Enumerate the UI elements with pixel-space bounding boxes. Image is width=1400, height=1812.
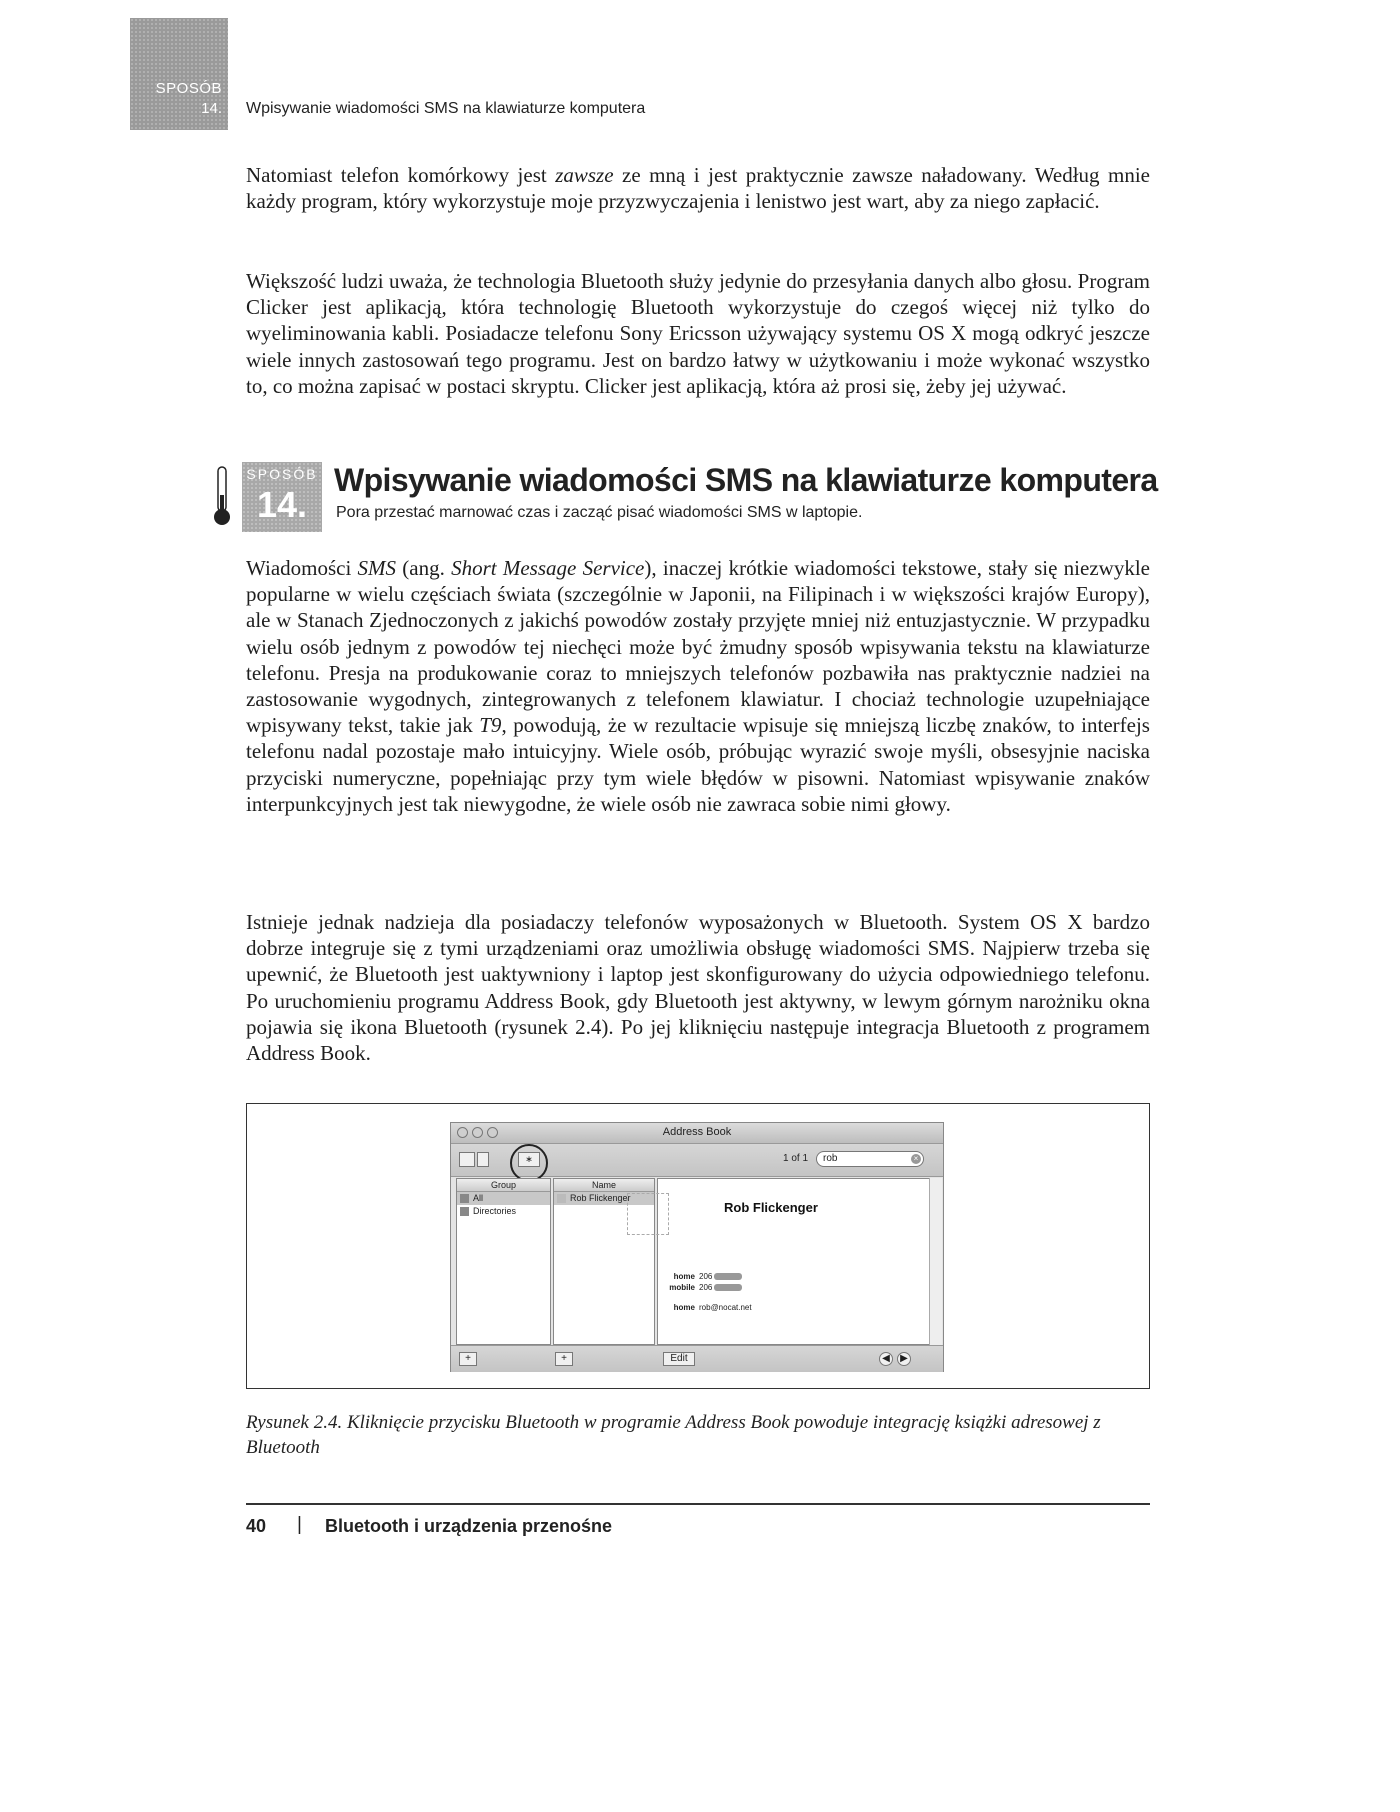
paragraph-4: Istnieje jednak nadzieja dla posiadaczy telefonów wyposażonych w Bluetooth. System OS X bardzo dobrze integruje się z tymi urządzeniami oraz umożliwia obsługę wiadomości SMS. Najpierw trzeba się upewnić, że Bluetooth jest uaktywniony i laptop jest skonfigurowany do użycia odpowiedniego telefonu. Po uruchomieniu programu Address Book, gdy Bluetooth jest aktywny, w lewym górnym narożniku okna pojawia się ikona Bluetooth (rysunek 2.4). Po jej kliknięciu następuje integracja Bluetooth z programem Address Book.	[246, 910, 1150, 1066]
home-phone-number: 206	[699, 1272, 713, 1281]
p1-text-a: Natomiast telefon komórkowy jest	[246, 163, 556, 187]
p3-text-d: , powodują, że w rezultacie wpisuje się mniejszą liczbę znaków, to interfejs telefonu nadal pozostaje mało intuicyjny. Wiele osób, próbując wyrazić swoje myśli, obsesyjnie naciska przyciski numeryczne, popełniając przy tym wiele błędów w pisowni. Natomiast wpisywanie znaków interpunkcyjnych jest tak niewygodne, że wiele osób nie zawraca sobie nimi głowy.	[246, 713, 1150, 816]
hack-badge-number: 14.	[256, 484, 308, 525]
card-scrollbar[interactable]	[929, 1178, 942, 1345]
directory-icon	[460, 1207, 469, 1216]
name-label: Rob Flickenger	[570, 1193, 631, 1203]
person-icon	[557, 1194, 566, 1203]
redacted-mark	[714, 1273, 742, 1280]
hack-number-badge	[242, 462, 322, 532]
group-label: All	[473, 1193, 484, 1203]
edit-button[interactable]: Edit	[663, 1352, 695, 1366]
p1-emphasis: zawsze	[555, 163, 614, 187]
search-input-value: rob	[823, 1153, 838, 1164]
bluetooth-icon[interactable]: ∗	[518, 1152, 540, 1167]
view-columns-icon[interactable]	[459, 1152, 475, 1167]
group-column-header[interactable]: Group	[457, 1179, 550, 1192]
email-value: rob@nocat.net	[699, 1303, 752, 1312]
paragraph-2: Większość ludzi uważa, że technologia Bluetooth służy jedynie do przesyłania danych albo głosu. Program Clicker jest aplikacją, która technologię Bluetooth wykorzystuje do czegoś więcej niż tylko do wyeliminowania kabli. Posiadacze telefonu Sony Ericsson używający systemu OS X mogą odkryć jeszcze wiele innych zastosowań tego programu. Jest on bardzo łatwy w użytkowaniu i może wykonać wszystko to, co można zapisać w postaci skryptu. Clicker jest aplikacją, która aż prosi się, żeby jej używać.	[246, 269, 1150, 398]
p3-emphasis-sms-expansion: Short Message Service	[451, 556, 645, 580]
email-label: home	[673, 1303, 695, 1312]
header-tab-number: 14.	[201, 100, 222, 117]
view-card-icon[interactable]	[477, 1152, 489, 1167]
paragraph-1	[246, 162, 1150, 214]
footer-rule	[246, 1503, 1150, 1505]
previous-card-icon[interactable]: ◀	[879, 1352, 893, 1366]
next-card-icon[interactable]: ▶	[897, 1352, 911, 1366]
mobile-phone-number: 206	[699, 1283, 713, 1292]
paragraph-3	[246, 555, 1150, 817]
p3-emphasis-t9: T9	[479, 713, 502, 738]
group-column	[456, 1178, 551, 1345]
add-group-button[interactable]: +	[459, 1352, 477, 1366]
list-item[interactable]	[457, 1205, 550, 1218]
bluetooth-highlight-circle	[510, 1144, 548, 1182]
group-label: Directories	[473, 1206, 517, 1216]
mobile-phone-value	[699, 1283, 742, 1292]
window-titlebar	[451, 1123, 943, 1144]
clear-search-icon[interactable]: ×	[911, 1154, 921, 1164]
add-person-button[interactable]: +	[555, 1352, 573, 1366]
mobile-phone-label: mobile	[669, 1283, 695, 1292]
header-tab-word: SPOSÓB	[155, 80, 222, 97]
p1-text-b: ze mną i jest praktycznie zawsze naładowany. Według mnie każdy program, który wykorzystuje moje przyzwyczajenia i lenistwo jest wart, aby za niego zapłacić.	[246, 163, 1150, 214]
footer-chapter-title: Bluetooth i urządzenia przenośne	[325, 1516, 613, 1536]
header-section-tab	[130, 18, 228, 130]
p3-text-b: (ang.	[396, 556, 452, 580]
home-phone-value	[699, 1272, 742, 1281]
thermometer-icon	[212, 465, 232, 527]
page-number: 40	[246, 1516, 267, 1536]
figure-caption: Rysunek 2.4. Kliknięcie przycisku Bluetooth w programie Address Book powoduje integrację książki adresowej z Bluetooth	[246, 1412, 1101, 1458]
running-header-title: Wpisywanie wiadomości SMS na klawiaturze komputera	[246, 100, 646, 117]
name-column-header[interactable]: Name	[554, 1179, 654, 1192]
list-item[interactable]	[457, 1192, 550, 1205]
redacted-mark	[714, 1284, 742, 1291]
window-title: Address Book	[662, 1126, 732, 1138]
search-input[interactable]	[816, 1151, 924, 1167]
hack-badge-word: SPOSÓB	[246, 466, 318, 482]
p3-text-c: ), inaczej krótkie wiadomości tekstowe, stały się niezwykle popularne w wielu częściach świata (szczególnie w Japonii, na Filipinach i w większości krajów Europy), ale w Stanach Zjednoczonych z jakichś powodów zostały przyjęte mniej niż entuzjastycznie. W przypadku wielu osób jednym z powodów tej niechęci może być żmudny sposób wpisywania tekstu na klawiaturze telefonu. Presja na produkowanie coraz to mniejszych telefonów pozbawiła nas praktycznie nadziei na zastosowanie wygodnych, zintegrowanych z telefonem klawiatur. I chociaż technologie uzupełniające wpisywany tekst, takie jak	[246, 556, 1150, 738]
p3-emphasis-sms: SMS	[357, 556, 397, 580]
hack-title: Wpisywanie wiadomości SMS na klawiaturze komputera	[334, 462, 1158, 498]
hack-subtitle: Pora przestać marnować czas i zacząć pisać wiadomości SMS w laptopie.	[336, 504, 863, 521]
home-phone-label: home	[673, 1272, 695, 1281]
footer-separator: |	[297, 1514, 302, 1535]
window-bottom-bar	[451, 1345, 943, 1372]
search-result-count: 1 of 1	[783, 1153, 809, 1164]
contact-photo-placeholder[interactable]	[627, 1193, 669, 1235]
p3-text-a: Wiadomości	[246, 556, 358, 580]
address-book-window	[450, 1122, 944, 1372]
contact-name: Rob Flickenger	[724, 1200, 818, 1215]
group-icon	[460, 1194, 469, 1203]
